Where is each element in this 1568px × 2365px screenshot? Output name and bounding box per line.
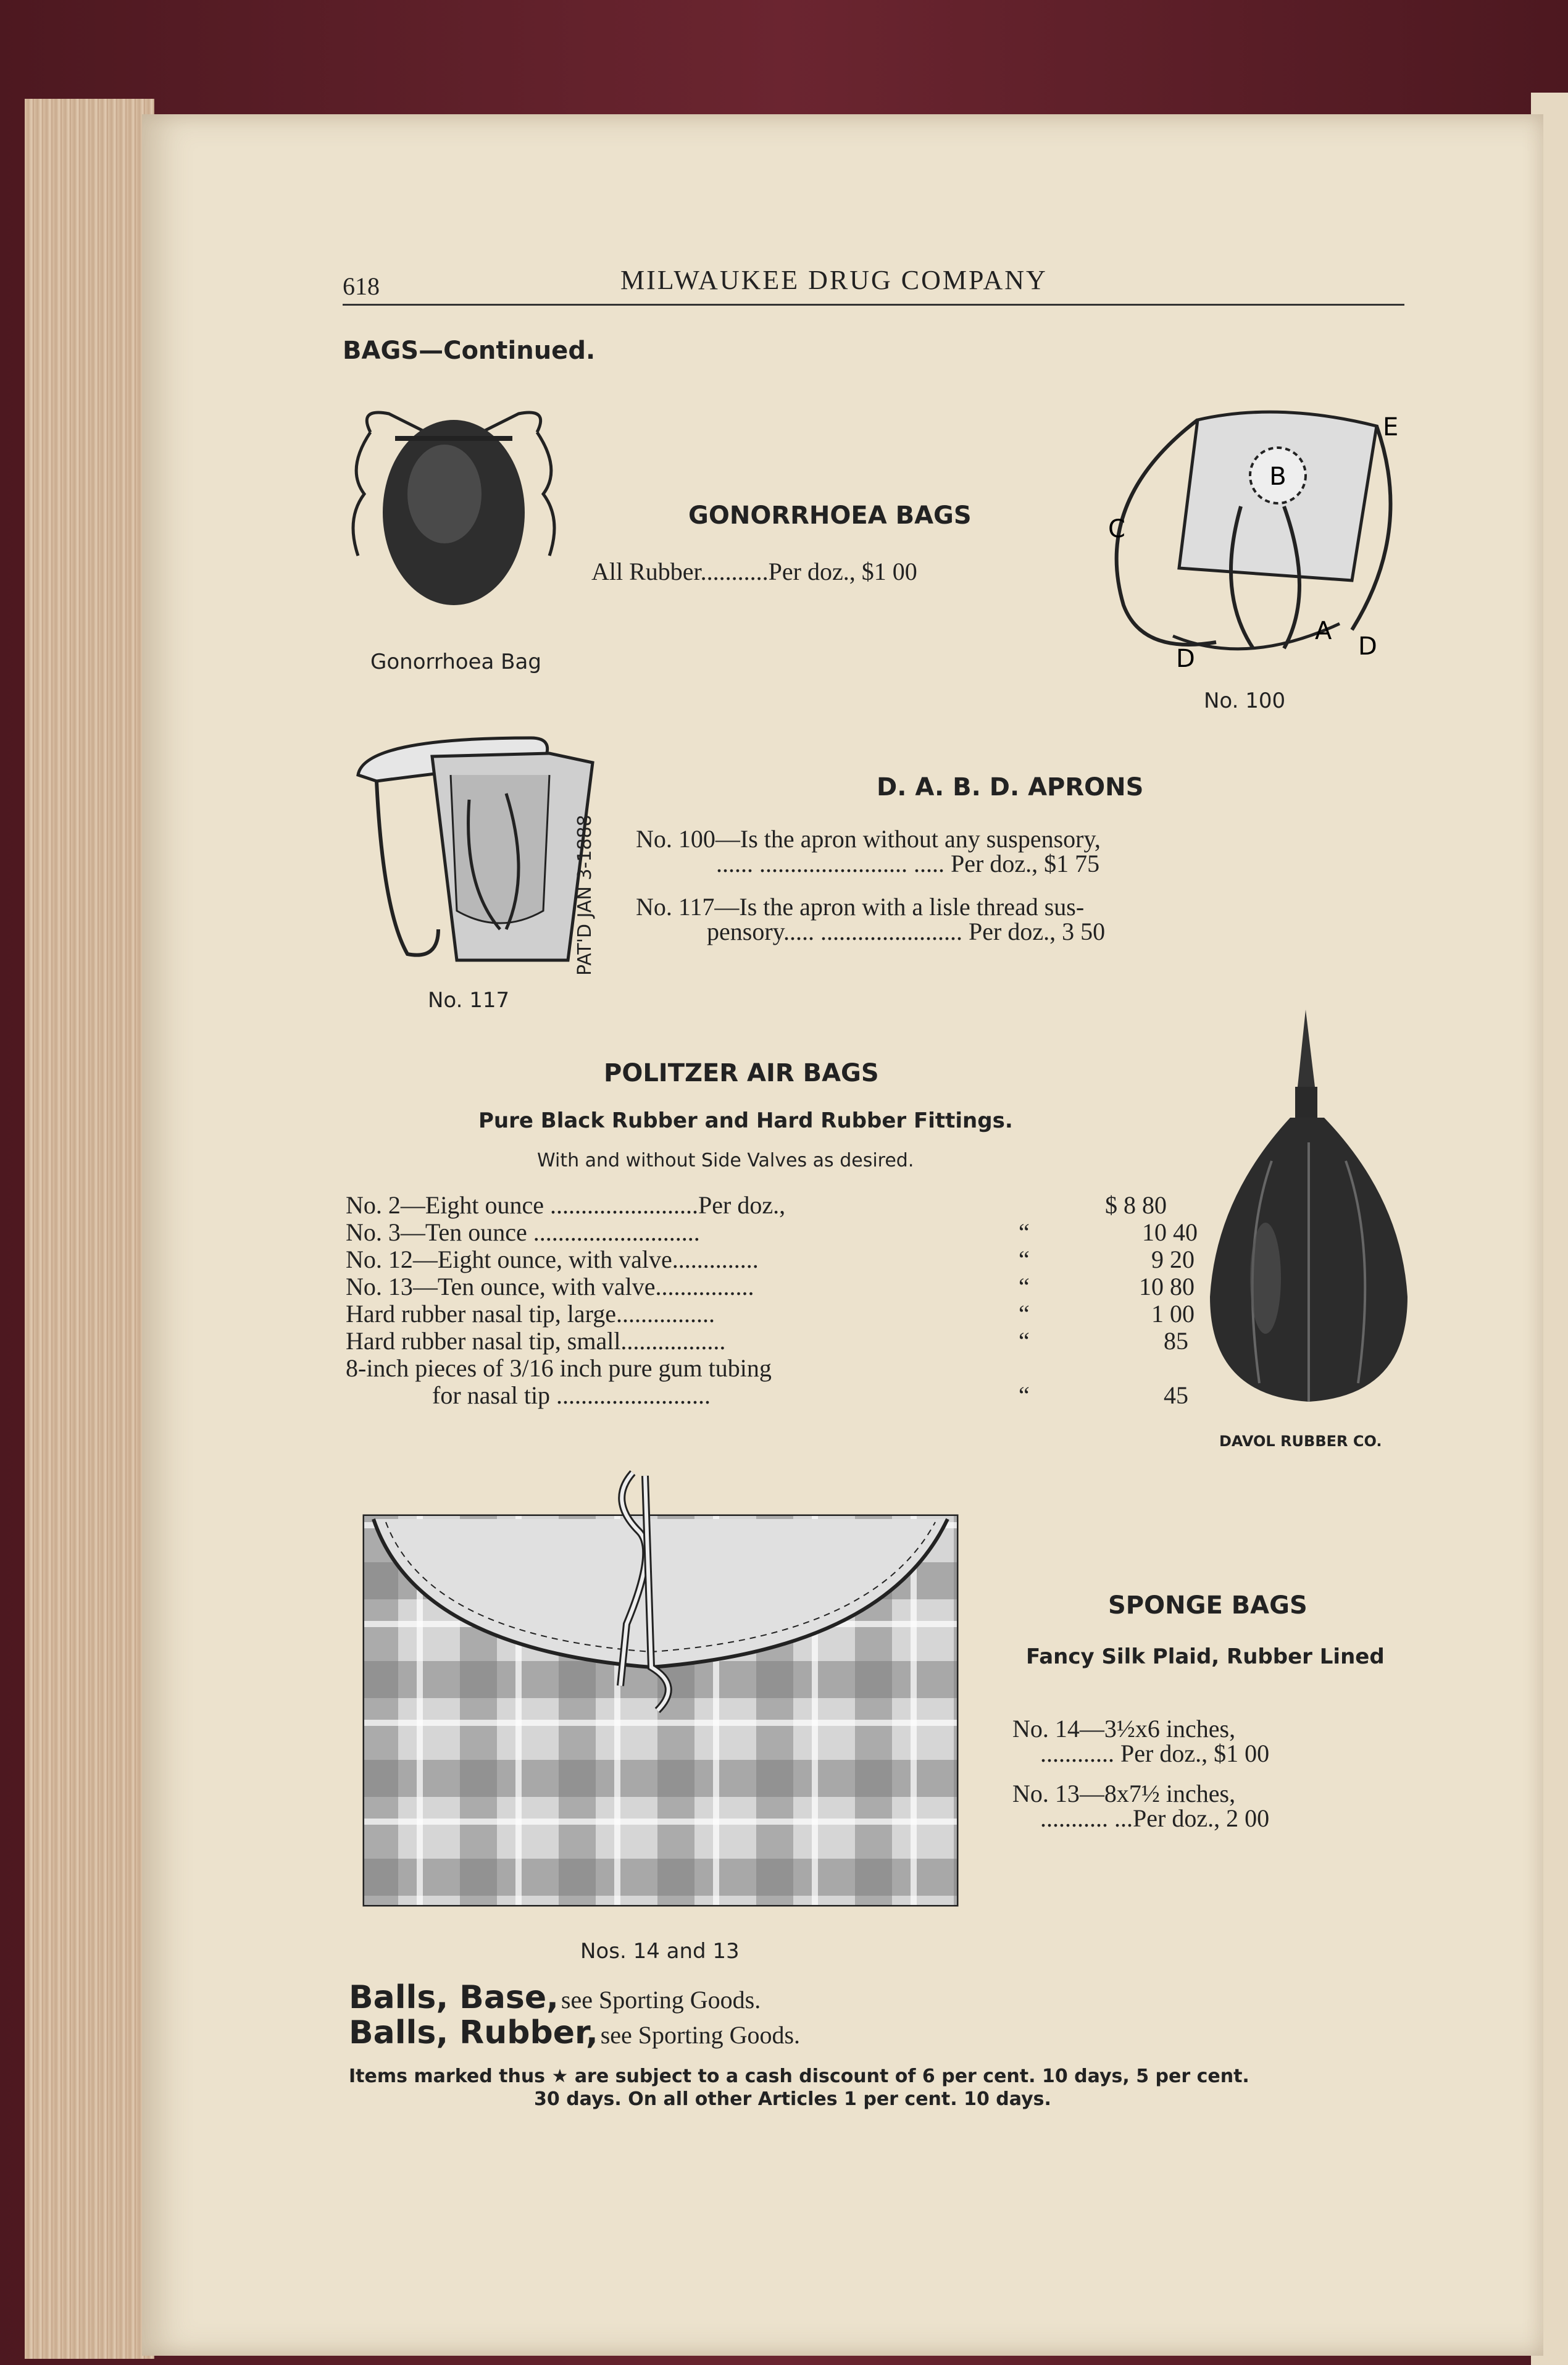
apron-patent-text: PAT'D JAN 3-1888 xyxy=(574,814,596,976)
letter-d-right: D xyxy=(1358,632,1377,661)
footer-line-2: 30 days. On all other Articles 1 per cent. 10 days. xyxy=(534,2088,1051,2110)
letter-d-left: D xyxy=(1176,645,1195,673)
gonorrhoea-title: GONORRHOEA BAGS xyxy=(688,501,972,530)
apron-no117-caption: No. 117 xyxy=(428,988,510,1013)
davol-caption: DAVOL RUBBER CO. xyxy=(1219,1433,1382,1450)
politzer-subtitle: Pure Black Rubber and Hard Rubber Fittings. xyxy=(478,1108,1013,1133)
header-rule xyxy=(343,304,1404,306)
politzer-row-desc: No. 12—Eight ounce, with valve.............. xyxy=(346,1245,759,1273)
politzer-row-ditto: “ xyxy=(1019,1273,1030,1300)
aprons-line-1: No. 100—Is the apron without any suspensory, xyxy=(636,825,1101,853)
politzer-row xyxy=(346,1326,1188,1355)
balls-rubber-label: Balls, Rubber, xyxy=(349,2014,598,2051)
aprons-title: D. A. B. D. APRONS xyxy=(877,773,1144,802)
politzer-row-desc: No. 2—Eight ounce ........................Per doz., xyxy=(346,1191,786,1219)
politzer-row-desc: Hard rubber nasal tip, small................. xyxy=(346,1327,726,1355)
apron-no117-illustration xyxy=(346,726,605,985)
politzer-row-ditto: “ xyxy=(1019,1245,1030,1273)
gonorrhoea-figure-caption: Gonorrhoea Bag xyxy=(370,650,541,674)
politzer-row-price: 45 xyxy=(1164,1381,1188,1409)
letter-c: C xyxy=(1108,515,1125,543)
politzer-row-desc: No. 13—Ten ounce, with valve................ xyxy=(346,1273,754,1300)
footer-line-1: Items marked thus ★ are subject to a cash discount of 6 per cent. 10 days, 5 per cent. xyxy=(349,2066,1249,2087)
politzer-row-desc: No. 3—Ten ounce ........................... xyxy=(346,1218,700,1246)
politzer-title: POLITZER AIR BAGS xyxy=(604,1059,879,1087)
section-heading: BAGS—Continued. xyxy=(343,337,596,365)
politzer-row xyxy=(346,1381,1188,1409)
politzer-row-desc: for nasal tip ......................... xyxy=(432,1381,711,1409)
apron-no100-caption: No. 100 xyxy=(1204,689,1286,713)
politzer-row-price: 9 20 xyxy=(1151,1245,1195,1273)
politzer-row-desc: 8-inch pieces of 3/16 inch pure gum tubing xyxy=(346,1354,772,1382)
aprons-line-4: pensory..... ....................... Per doz., 3 50 xyxy=(707,918,1106,945)
running-title: MILWAUKEE DRUG COMPANY xyxy=(620,265,1048,295)
politzer-row-price: 85 xyxy=(1164,1327,1188,1355)
sponge-title: SPONGE BAGS xyxy=(1108,1591,1307,1620)
letter-a: A xyxy=(1315,617,1332,645)
apron-no100-illustration xyxy=(1093,408,1401,679)
letter-b: B xyxy=(1269,463,1287,491)
gonorrhoea-price-line: All Rubber...........Per doz., $1 00 xyxy=(591,558,917,585)
sponge-figure-caption: Nos. 14 and 13 xyxy=(580,1939,740,1964)
politzer-row-price: $ 8 80 xyxy=(1105,1191,1167,1219)
balls-base-line xyxy=(349,1979,761,2016)
politzer-row-ditto: “ xyxy=(1019,1300,1030,1328)
politzer-row xyxy=(346,1218,1198,1246)
aprons-line-2: ...... ........................ ..... Per doz., $1 75 xyxy=(716,850,1100,877)
balls-rubber-ref: see Sporting Goods. xyxy=(600,2021,801,2049)
sponge-subtitle: Fancy Silk Plaid, Rubber Lined xyxy=(1026,1644,1385,1669)
politzer-row-price: 10 80 xyxy=(1139,1273,1195,1300)
politzer-row-ditto: “ xyxy=(1019,1381,1030,1409)
politzer-row-ditto: “ xyxy=(1019,1218,1030,1246)
sponge-bag-illustration xyxy=(361,1463,966,1908)
politzer-row xyxy=(346,1272,1195,1300)
letter-e: E xyxy=(1383,413,1399,442)
sponge-line-4: ........... ...Per doz., 2 00 xyxy=(1040,1804,1270,1832)
politzer-row xyxy=(346,1354,1173,1381)
politzer-air-bag-illustration xyxy=(1185,1000,1432,1433)
politzer-row-price: 1 00 xyxy=(1151,1300,1195,1328)
politzer-row xyxy=(346,1191,1173,1218)
politzer-row-price: 10 40 xyxy=(1142,1218,1198,1246)
balls-base-ref: see Sporting Goods. xyxy=(561,1986,761,2014)
sponge-line-3: No. 13—8x7½ inches, xyxy=(1012,1780,1236,1807)
aprons-line-3: No. 117—Is the apron with a lisle thread sus- xyxy=(636,893,1085,921)
page-number: 618 xyxy=(343,272,380,300)
sponge-line-1: No. 14—3½x6 inches, xyxy=(1012,1715,1236,1743)
politzer-row xyxy=(346,1245,1195,1273)
politzer-note: With and without Side Valves as desired. xyxy=(537,1150,914,1171)
balls-rubber-line xyxy=(349,2014,800,2051)
politzer-row-ditto: “ xyxy=(1019,1327,1030,1355)
politzer-row xyxy=(346,1299,1195,1328)
politzer-row-desc: Hard rubber nasal tip, large................ xyxy=(346,1300,715,1328)
sponge-line-2: ............ Per doz., $1 00 xyxy=(1040,1739,1270,1767)
page-edges xyxy=(25,99,154,2359)
gonorrhoea-bag-illustration xyxy=(333,395,580,630)
balls-base-label: Balls, Base, xyxy=(349,1979,559,2016)
